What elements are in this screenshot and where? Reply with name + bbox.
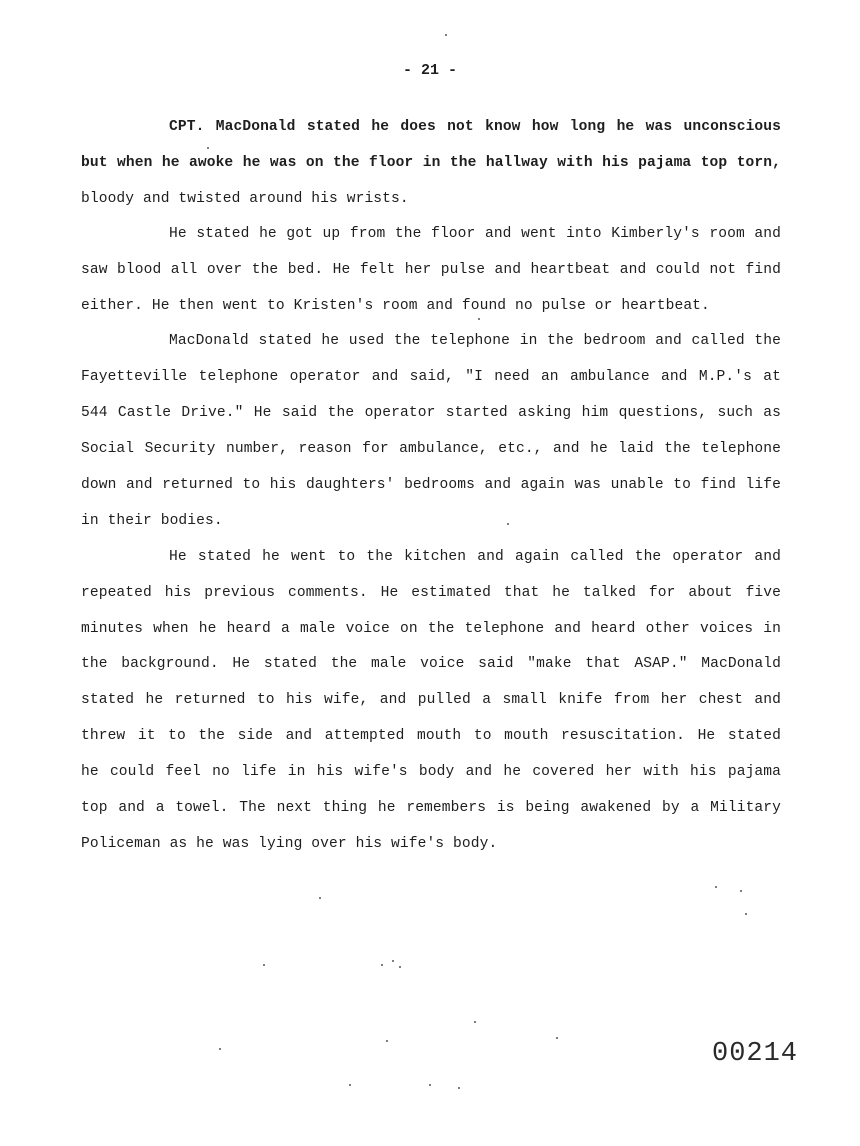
text-line: MacDonald stated he used the telephone in the bedroom and called the <box>169 333 781 349</box>
page-number: - 21 - <box>402 62 457 79</box>
text-line: threw it to the side and attempted mouth to mouth resuscitation. He stated <box>81 728 781 744</box>
text-line: He stated he went to the kitchen and again called the operator and <box>169 549 781 565</box>
text-line: in their bodies. <box>81 513 223 529</box>
text-line: CPT. MacDonald stated he does not know how long he was unconscious <box>169 119 781 135</box>
text-line: saw blood all over the bed. He felt her pulse and heartbeat and could not find <box>81 262 781 278</box>
text-line: He stated he got up from the floor and went into Kimberly's room and <box>169 226 781 242</box>
text-line: Social Security number, reason for ambulance, etc., and he laid the telephone <box>81 441 781 457</box>
text-line: bloody and twisted around his wrists. <box>81 191 409 207</box>
text-line: the background. He stated the male voice said "make that ASAP." MacDonald <box>81 656 781 672</box>
text-line: repeated his previous comments. He estimated that he talked for about five <box>81 585 781 601</box>
text-line: he could feel no life in his wife's body and he covered her with his pajama <box>81 764 781 780</box>
text-line: 544 Castle Drive." He said the operator started asking him questions, such as <box>81 405 781 421</box>
text-line: stated he returned to his wife, and pulled a small knife from her chest and <box>81 692 781 708</box>
text-line: minutes when he heard a male voice on the telephone and heard other voices in <box>81 621 781 637</box>
text-line: Fayetteville telephone operator and said, "I need an ambulance and M.P.'s at <box>81 369 781 385</box>
text-line: but when he awoke he was on the floor in the hallway with his pajama top torn, <box>81 155 781 171</box>
text-line: Policeman as he was lying over his wife's body. <box>81 836 498 852</box>
document-number: 00214 <box>712 1039 799 1069</box>
text-line: either. He then went to Kristen's room and found no pulse or heartbeat. <box>81 298 710 314</box>
text-line: top and a towel. The next thing he remembers is being awakened by a Military <box>81 800 781 816</box>
text-line: down and returned to his daughters' bedrooms and again was unable to find life <box>81 477 781 493</box>
